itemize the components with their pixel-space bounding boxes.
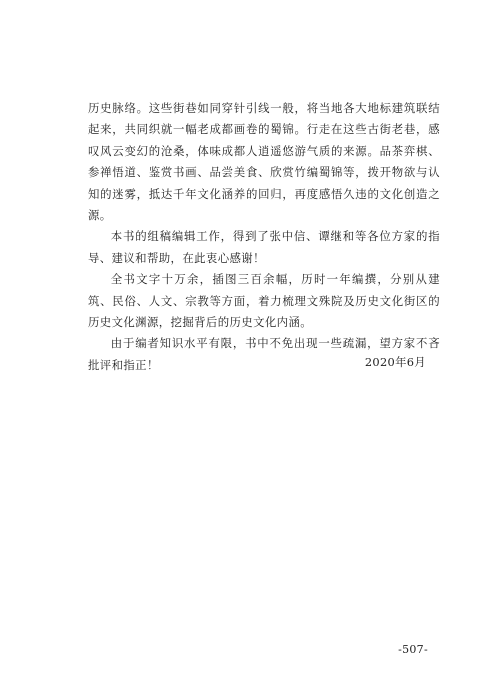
signature-date: 2020年6月 xyxy=(364,355,426,369)
paragraph-closing-note: 由于编者知识水平有限，书中不免出现一些疏漏，望方家不吝批评和指正！ xyxy=(88,336,440,372)
body-text xyxy=(88,98,440,376)
page-number: -507- xyxy=(398,643,428,656)
paragraph-history-context: 历史脉络。这些街巷如同穿针引线一般，将当地各大地标建筑联结起来，共同织就一幅老成都画卷的蜀锦。行走在这些古街老巷，感叹风云变幻的沧桑，体味成都人逍遥悠游气质的来源。品茶弈棋、参禅悟道、鉴赏书画、品尝美食、欣赏竹编蜀锦等，拨开物欲与认知的迷雾，抵达千年文化涵养的回归，再度感悟久违的文化创造之源。 xyxy=(88,101,440,223)
paragraph-book-scope: 全书文字十万余，插图三百余幅，历时一年编撰，分别从建筑、民俗、人文、宗教等方面，着力梳理文殊院及历史文化街区的历史文化渊源，挖掘背后的历史文化内涵。 xyxy=(88,272,440,330)
paragraph-acknowledgement: 本书的组稿编辑工作，得到了张中信、谭继和等各位方家的指导、建议和帮助，在此衷心感谢！ xyxy=(88,229,440,265)
